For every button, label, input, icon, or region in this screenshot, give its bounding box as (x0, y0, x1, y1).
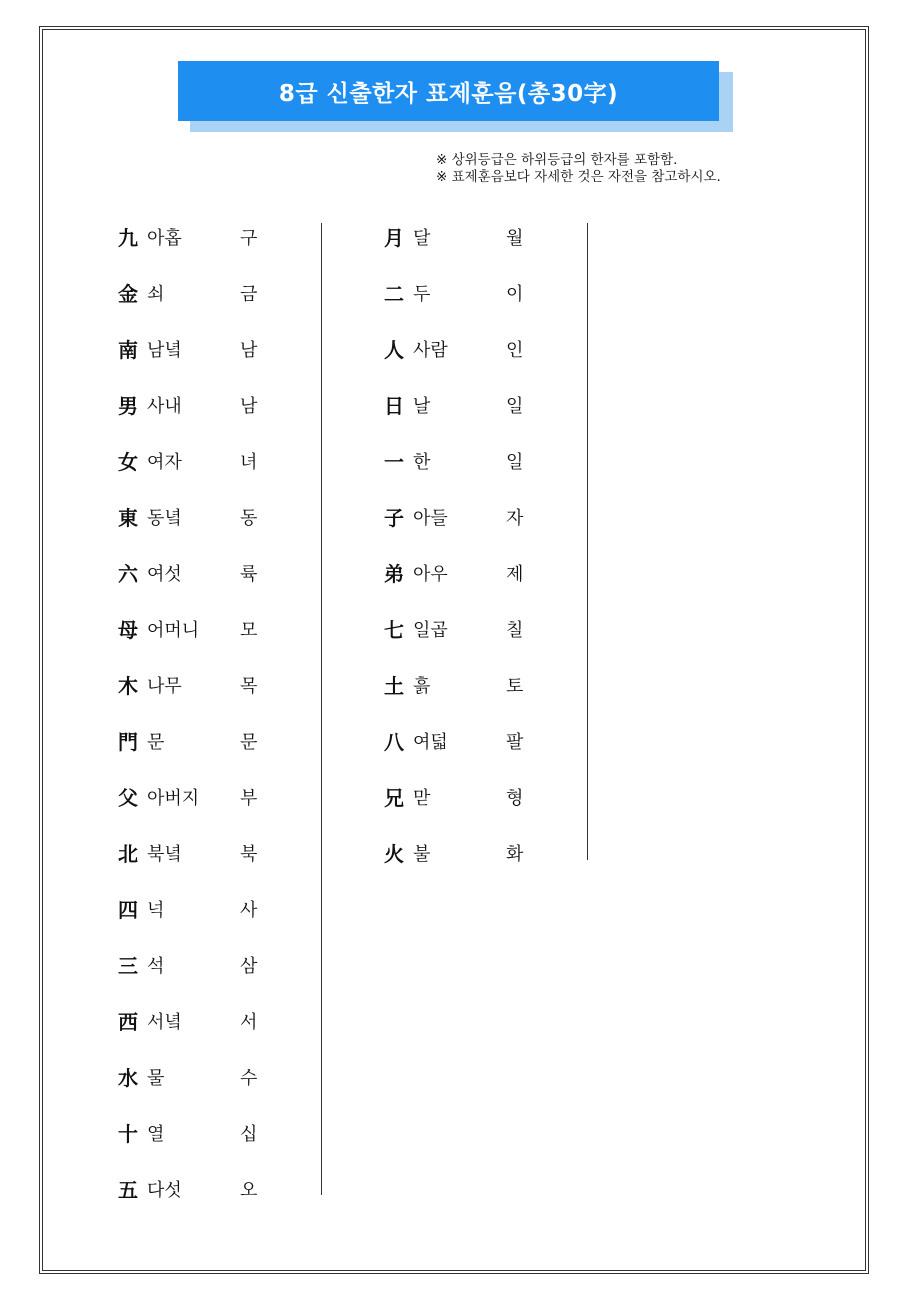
hanja-character: 土 (384, 674, 404, 698)
hanja-character: 月 (384, 226, 404, 250)
hanja-entry (118, 600, 268, 656)
hanja-meaning: 다섯 (147, 1180, 182, 1201)
hanja-meaning: 날 (413, 396, 431, 417)
hanja-character: 弟 (384, 562, 404, 586)
hanja-character: 男 (118, 394, 138, 418)
hanja-reading: 팔 (506, 732, 524, 753)
hanja-meaning: 석 (147, 956, 165, 977)
hanja-meaning: 여덟 (413, 732, 448, 753)
page-title: 8급 신출한자 표제훈음(총30字) (178, 61, 719, 121)
hanja-meaning: 두 (413, 284, 431, 305)
hanja-entry (118, 376, 268, 432)
hanja-entry (118, 320, 268, 376)
hanja-entry (118, 544, 268, 600)
hanja-entry (118, 768, 268, 824)
hanja-meaning: 동녘 (147, 508, 182, 529)
hanja-entry (118, 656, 268, 712)
hanja-character: 六 (118, 562, 138, 586)
hanja-meaning: 서녘 (147, 1012, 182, 1033)
hanja-character: 八 (384, 730, 404, 754)
hanja-reading: 사 (240, 900, 258, 921)
hanja-entry (118, 264, 268, 320)
hanja-meaning: 아우 (413, 564, 448, 585)
hanja-reading: 월 (506, 228, 524, 249)
hanja-meaning: 일곱 (413, 620, 448, 641)
hanja-meaning: 맏 (413, 788, 431, 809)
hanja-meaning: 불 (413, 844, 431, 865)
hanja-meaning: 달 (413, 228, 431, 249)
hanja-reading: 삼 (240, 956, 258, 977)
hanja-reading: 화 (506, 844, 524, 865)
column-divider (587, 223, 588, 860)
hanja-character: 母 (118, 618, 138, 642)
hanja-column-1 (118, 208, 268, 1216)
hanja-reading: 수 (240, 1068, 258, 1089)
hanja-entry (384, 432, 534, 488)
hanja-character: 四 (118, 898, 138, 922)
hanja-reading: 인 (506, 340, 524, 361)
hanja-character: 火 (384, 842, 404, 866)
hanja-character: 三 (118, 954, 138, 978)
hanja-entry (384, 376, 534, 432)
hanja-character: 女 (118, 450, 138, 474)
hanja-entry (384, 488, 534, 544)
hanja-meaning: 나무 (147, 676, 182, 697)
hanja-reading: 남 (240, 340, 258, 361)
hanja-entry (384, 208, 534, 264)
hanja-reading: 구 (240, 228, 258, 249)
hanja-reading: 녀 (240, 452, 258, 473)
hanja-reading: 금 (240, 284, 258, 305)
hanja-reading: 일 (506, 452, 524, 473)
hanja-character: 二 (384, 282, 404, 306)
note-line: ※ 상위등급은 하위등급의 한자를 포함함. (436, 152, 678, 168)
hanja-character: 金 (118, 282, 138, 306)
hanja-reading: 목 (240, 676, 258, 697)
hanja-reading: 서 (240, 1012, 258, 1033)
hanja-meaning: 한 (413, 452, 431, 473)
hanja-entry (118, 432, 268, 488)
hanja-reading: 형 (506, 788, 524, 809)
hanja-meaning: 물 (147, 1068, 165, 1089)
hanja-character: 門 (118, 730, 138, 754)
notes (436, 152, 721, 186)
hanja-reading: 륙 (240, 564, 258, 585)
hanja-entry (118, 712, 268, 768)
hanja-reading: 자 (506, 508, 524, 529)
hanja-character: 人 (384, 338, 404, 362)
hanja-entry (384, 320, 534, 376)
hanja-entry (118, 824, 268, 880)
hanja-character: 木 (118, 674, 138, 698)
hanja-meaning: 사람 (413, 340, 448, 361)
hanja-reading: 오 (240, 1180, 258, 1201)
hanja-meaning: 아들 (413, 508, 448, 529)
hanja-character: 北 (118, 842, 138, 866)
hanja-reading: 부 (240, 788, 258, 809)
hanja-meaning: 열 (147, 1124, 165, 1145)
hanja-character: 七 (384, 618, 404, 642)
hanja-entry (118, 1048, 268, 1104)
hanja-column-2 (384, 208, 534, 880)
hanja-meaning: 쇠 (147, 284, 165, 305)
hanja-character: 父 (118, 786, 138, 810)
hanja-reading: 십 (240, 1124, 258, 1145)
hanja-reading: 제 (506, 564, 524, 585)
hanja-entry (384, 712, 534, 768)
hanja-entry (118, 488, 268, 544)
hanja-character: 南 (118, 338, 138, 362)
hanja-reading: 남 (240, 396, 258, 417)
hanja-meaning: 넉 (147, 900, 165, 921)
hanja-entry (384, 824, 534, 880)
hanja-character: 東 (118, 506, 138, 530)
hanja-meaning: 아홉 (147, 228, 182, 249)
hanja-reading: 칠 (506, 620, 524, 641)
hanja-meaning: 문 (147, 732, 165, 753)
hanja-character: 兄 (384, 786, 404, 810)
hanja-entry (384, 544, 534, 600)
hanja-reading: 일 (506, 396, 524, 417)
hanja-entry (384, 656, 534, 712)
hanja-reading: 북 (240, 844, 258, 865)
hanja-meaning: 흙 (413, 676, 431, 697)
hanja-entry (384, 768, 534, 824)
hanja-entry (384, 264, 534, 320)
hanja-character: 水 (118, 1066, 138, 1090)
hanja-reading: 동 (240, 508, 258, 529)
hanja-meaning: 북녘 (147, 844, 182, 865)
hanja-meaning: 남녘 (147, 340, 182, 361)
hanja-character: 五 (118, 1178, 138, 1202)
hanja-entry (118, 208, 268, 264)
hanja-character: 子 (384, 506, 404, 530)
hanja-reading: 이 (506, 284, 524, 305)
hanja-reading: 토 (506, 676, 524, 697)
hanja-meaning: 여자 (147, 452, 182, 473)
hanja-entry (118, 880, 268, 936)
hanja-meaning: 어머니 (147, 620, 200, 641)
hanja-character: 西 (118, 1010, 138, 1034)
hanja-character: 十 (118, 1122, 138, 1146)
hanja-entry (118, 1104, 268, 1160)
hanja-meaning: 사내 (147, 396, 182, 417)
hanja-entry (118, 936, 268, 992)
hanja-reading: 모 (240, 620, 258, 641)
hanja-reading: 문 (240, 732, 258, 753)
hanja-meaning: 아버지 (147, 788, 200, 809)
hanja-meaning: 여섯 (147, 564, 182, 585)
hanja-entry (384, 600, 534, 656)
column-divider (321, 223, 322, 1195)
hanja-character: 一 (384, 450, 404, 474)
hanja-character: 日 (384, 394, 404, 418)
hanja-entry (118, 1160, 268, 1216)
hanja-entry (118, 992, 268, 1048)
note-line: ※ 표제훈음보다 자세한 것은 자전을 참고하시오. (436, 169, 721, 185)
hanja-character: 九 (118, 226, 138, 250)
